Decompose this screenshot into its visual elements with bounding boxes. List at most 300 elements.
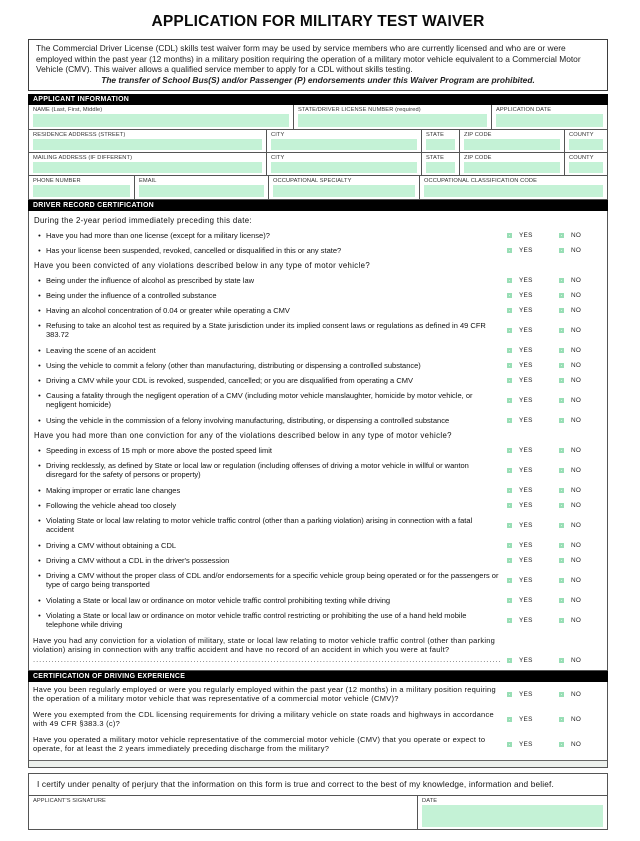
bullet-icon: •	[38, 375, 41, 385]
yes-option	[507, 447, 559, 454]
no-checkbox[interactable]	[559, 348, 564, 353]
answer-options	[507, 577, 603, 584]
no-label: NO	[571, 557, 582, 565]
date-field	[417, 796, 607, 829]
no-checkbox[interactable]	[559, 692, 564, 697]
question-text: Have you operated a military motor vehicle representative of the commercial motor vehicle (CMV) that you operate or expect to operate, for at least the 2 years immediately preceding discharge from the military?	[33, 734, 486, 754]
field-mailing-city	[266, 153, 421, 175]
yes-label: YES	[519, 502, 533, 510]
question-text: Speeding in excess of 15 mph or more above the posted speed limit	[46, 445, 272, 455]
no-label: NO	[571, 716, 582, 724]
no-label: NO	[571, 362, 582, 370]
no-option	[559, 277, 603, 284]
question-text: Have you had more than one license (except for a military license)?	[46, 230, 270, 240]
yes-option	[507, 362, 559, 369]
bullet-icon: •	[38, 555, 41, 565]
question-text-wrap	[46, 306, 501, 316]
applicant-info-row-1	[29, 105, 607, 129]
question-row	[33, 710, 603, 730]
date-input[interactable]	[422, 805, 603, 827]
field-label: STATE	[426, 131, 444, 138]
question-text-wrap	[46, 486, 501, 496]
no-label: NO	[571, 502, 582, 510]
no-checkbox[interactable]	[559, 618, 564, 623]
no-option	[559, 522, 603, 529]
field-label: OCCUPATIONAL SPECIALTY	[273, 177, 352, 184]
bullet-icon: •	[38, 485, 41, 495]
answer-options	[507, 597, 603, 604]
no-label: NO	[571, 467, 582, 475]
no-option	[559, 362, 603, 369]
no-label: NO	[571, 232, 582, 240]
question-group-heading	[34, 431, 603, 441]
no-option	[559, 327, 603, 334]
yes-label: YES	[519, 327, 533, 335]
no-label: NO	[571, 377, 582, 385]
bullet-icon: •	[38, 595, 41, 605]
section-header-applicant-information	[28, 94, 608, 105]
field-mailing-zip	[459, 153, 564, 175]
question-text: Being under the influence of alcohol as prescribed by state law	[46, 275, 255, 285]
mailing-city-input[interactable]	[271, 162, 417, 173]
no-checkbox[interactable]	[559, 398, 564, 403]
question-text: Have you had any conviction for a violation of military, state or local law relating to motor vehicle traffic control (other than parking violation) arising in connection with any traffic accident and have no record of an accident in which you were at fault?	[33, 635, 496, 655]
field-occupational-classification-code	[419, 176, 607, 199]
driver-record-section	[28, 211, 608, 671]
date-label: DATE	[422, 797, 438, 804]
question-row	[33, 321, 603, 341]
driving-experience-questions	[33, 685, 603, 755]
no-checkbox[interactable]	[559, 742, 564, 747]
field-label: COUNTY	[569, 154, 594, 161]
answer-options	[507, 277, 603, 284]
no-checkbox[interactable]	[559, 233, 564, 238]
section-header-driving-experience	[28, 671, 608, 682]
field-residence-zip	[459, 130, 564, 152]
answer-options	[507, 522, 603, 529]
no-label: NO	[571, 577, 582, 585]
yes-checkbox[interactable]	[507, 523, 512, 528]
bullet-icon: •	[38, 500, 41, 510]
no-checkbox[interactable]	[559, 308, 564, 313]
question-text-wrap	[46, 446, 501, 456]
answer-options	[507, 502, 603, 509]
field-label: EMAIL	[139, 177, 157, 184]
no-checkbox[interactable]	[559, 378, 564, 383]
no-option	[559, 741, 603, 748]
yes-checkbox[interactable]	[507, 503, 512, 508]
no-label: NO	[571, 542, 582, 550]
yes-label: YES	[519, 277, 533, 285]
yes-checkbox[interactable]	[507, 293, 512, 298]
field-label: OCCUPATIONAL CLASSIFICATION CODE	[424, 177, 537, 184]
form-body	[28, 13, 608, 830]
answer-options	[507, 487, 603, 494]
no-option	[559, 247, 603, 254]
field-residence-county	[564, 130, 607, 152]
no-option	[559, 597, 603, 604]
question-row	[33, 306, 603, 316]
answer-options	[507, 307, 603, 314]
no-label: NO	[571, 292, 582, 300]
yes-label: YES	[519, 467, 533, 475]
yes-checkbox[interactable]	[507, 658, 512, 663]
bullet-icon: •	[38, 345, 41, 355]
applicant-info-table	[28, 105, 608, 200]
yes-checkbox[interactable]	[507, 543, 512, 548]
license-number-input[interactable]	[298, 114, 487, 127]
question-row	[33, 361, 603, 371]
question-text: Driving a CMV without obtaining a CDL	[46, 540, 177, 550]
question-text: Having an alcohol concentration of 0.04 or greater while operating a CMV	[46, 305, 290, 315]
field-mailing-county	[564, 153, 607, 175]
answer-options	[507, 542, 603, 549]
yes-option	[507, 292, 559, 299]
yes-checkbox[interactable]	[507, 448, 512, 453]
yes-label: YES	[519, 522, 533, 530]
question-text-wrap	[46, 246, 501, 256]
bullet-icon: •	[38, 305, 41, 315]
question-text: Violating State or local law relating to motor vehicle traffic control (other than a parking violation) arising in connection with a fatal accident	[46, 515, 473, 535]
yes-checkbox[interactable]	[507, 468, 512, 473]
field-label: APPLICATION DATE	[496, 106, 552, 113]
field-name	[29, 105, 293, 129]
applicant-info-row-4	[29, 175, 607, 199]
question-text: Have you been regularly employed or were you regularly employed within the past year (12 months) in a military position requiring the operation of a military motor vehicle that was representative of a commercial motor vehicle (CMV)?	[33, 684, 496, 704]
answer-options	[507, 741, 603, 748]
question-row	[33, 231, 603, 241]
yes-label: YES	[519, 741, 533, 749]
yes-label: YES	[519, 397, 533, 405]
no-checkbox[interactable]	[559, 503, 564, 508]
question-text-wrap	[46, 346, 501, 356]
field-residence-address	[29, 130, 266, 152]
no-option	[559, 307, 603, 314]
yes-option	[507, 467, 559, 474]
question-text-wrap	[46, 361, 501, 371]
no-checkbox[interactable]	[559, 248, 564, 253]
question-text-wrap	[33, 685, 501, 705]
question-text-wrap	[33, 735, 501, 755]
answer-options	[507, 292, 603, 299]
yes-option	[507, 377, 559, 384]
intro-text: The Commercial Driver License (CDL) skills test waiver form may be used by service members who are currently licensed and who are or were employed within the past year (12 months) in a military position requiring the operation of a military motor vehicle equivalent to a Commercial Motor Vehicle (CMV). This waiver allows a qualified service member to apply for a CDL without skills testing.	[36, 43, 581, 75]
no-checkbox[interactable]	[559, 578, 564, 583]
no-option	[559, 657, 603, 664]
residence-zip-input[interactable]	[464, 139, 560, 150]
yes-label: YES	[519, 656, 533, 664]
no-option	[559, 557, 603, 564]
question-text: Driving recklessly, as defined by State or local law or regulation (including offenses of driving a motor vehicle in willful or wanton disregard for the safety of persons or property)	[46, 460, 469, 480]
mailing-county-input[interactable]	[569, 162, 603, 173]
no-option	[559, 417, 603, 424]
signature-field[interactable]	[29, 796, 417, 829]
yes-checkbox[interactable]	[507, 363, 512, 368]
yes-label: YES	[519, 307, 533, 315]
question-text-wrap	[46, 501, 501, 511]
question-text: Using the vehicle to commit a felony (other than manufacturing, distributing or dispensing a controlled substance)	[46, 360, 421, 370]
yes-checkbox[interactable]	[507, 618, 512, 623]
field-residence-city	[266, 130, 421, 152]
yes-checkbox[interactable]	[507, 348, 512, 353]
question-text: Were you exempted from the CDL licensing requirements for driving a military vehicle on state roads and highways in accordance with 49 CFR §383.3 (c)?	[33, 709, 494, 729]
no-option	[559, 502, 603, 509]
section-header-label: DRIVER RECORD CERTIFICATION	[33, 201, 154, 209]
bullet-icon: •	[38, 460, 41, 470]
yes-checkbox[interactable]	[507, 488, 512, 493]
residence-county-input[interactable]	[569, 139, 603, 150]
no-checkbox[interactable]	[559, 717, 564, 722]
occupational-specialty-input[interactable]	[273, 185, 415, 197]
yes-option	[507, 716, 559, 723]
question-row	[33, 291, 603, 301]
answer-options	[507, 247, 603, 254]
question-group-heading-text: Have you had more than one conviction for any of the violations described below in any type of motor vehicle?	[34, 430, 452, 440]
field-label: CITY	[271, 154, 285, 161]
no-checkbox[interactable]	[559, 418, 564, 423]
bullet-icon: •	[38, 320, 41, 330]
question-text-wrap	[46, 376, 501, 386]
yes-option	[507, 691, 559, 698]
no-label: NO	[571, 247, 582, 255]
no-option	[559, 577, 603, 584]
phone-input[interactable]	[33, 185, 130, 197]
field-mailing-state	[421, 153, 459, 175]
yes-label: YES	[519, 716, 533, 724]
mailing-zip-input[interactable]	[464, 162, 560, 173]
question-text-wrap	[46, 611, 501, 631]
no-option	[559, 467, 603, 474]
yes-label: YES	[519, 617, 533, 625]
no-label: NO	[571, 522, 582, 530]
yes-checkbox[interactable]	[507, 233, 512, 238]
yes-checkbox[interactable]	[507, 692, 512, 697]
residence-state-input[interactable]	[426, 139, 455, 150]
question-text-wrap	[46, 416, 501, 426]
question-text: Has your license been suspended, revoked, cancelled or disqualified in this or any state?	[46, 245, 342, 255]
yes-checkbox[interactable]	[507, 278, 512, 283]
no-checkbox[interactable]	[559, 658, 564, 663]
question-text: Leaving the scene of an accident	[46, 345, 156, 355]
no-checkbox[interactable]	[559, 293, 564, 298]
yes-checkbox[interactable]	[507, 378, 512, 383]
application-date-input[interactable]	[496, 114, 603, 127]
no-label: NO	[571, 347, 582, 355]
field-label: STATE/DRIVER LICENSE NUMBER (required)	[298, 106, 421, 113]
applicant-info-row-3	[29, 152, 607, 175]
answer-options	[507, 617, 603, 624]
no-label: NO	[571, 691, 582, 699]
yes-checkbox[interactable]	[507, 558, 512, 563]
yes-option	[507, 522, 559, 529]
question-row	[33, 346, 603, 356]
answer-options	[507, 691, 603, 698]
yes-label: YES	[519, 232, 533, 240]
mailing-state-input[interactable]	[426, 162, 455, 173]
answer-options	[507, 397, 603, 404]
question-group-heading-text: During the 2-year period immediately preceding this date:	[34, 215, 253, 225]
question-group-heading	[34, 216, 603, 226]
yes-checkbox[interactable]	[507, 248, 512, 253]
question-row	[33, 276, 603, 286]
no-option	[559, 347, 603, 354]
no-label: NO	[571, 487, 582, 495]
answer-options	[507, 467, 603, 474]
bullet-icon: •	[38, 360, 41, 370]
bullet-icon: •	[38, 610, 41, 620]
answer-options	[507, 657, 603, 664]
section-header-label: CERTIFICATION OF DRIVING EXPERIENCE	[33, 672, 186, 680]
signature-row	[29, 796, 607, 829]
residence-city-input[interactable]	[271, 139, 417, 150]
yes-option	[507, 307, 559, 314]
field-residence-state	[421, 130, 459, 152]
question-text: Being under the influence of a controlled substance	[46, 290, 217, 300]
no-option	[559, 292, 603, 299]
question-text: Using the vehicle in the commission of a felony involving manufacturing, distributing, or dispensing a controlled substance	[46, 415, 450, 425]
field-label: CITY	[271, 131, 285, 138]
no-option	[559, 716, 603, 723]
certification-box	[28, 773, 608, 830]
no-label: NO	[571, 656, 582, 664]
question-text: Driving a CMV without the proper class of CDL and/or endorsements for a specific vehicle group being operated or for the passengers or type of cargo being transported	[46, 570, 499, 590]
yes-option	[507, 597, 559, 604]
yes-checkbox[interactable]	[507, 598, 512, 603]
question-row	[33, 376, 603, 386]
name-input[interactable]	[33, 114, 289, 127]
mailing-address-input[interactable]	[33, 162, 262, 173]
bullet-icon: •	[38, 230, 41, 240]
yes-option	[507, 232, 559, 239]
no-label: NO	[571, 741, 582, 749]
field-license-number	[293, 105, 491, 129]
yes-checkbox[interactable]	[507, 418, 512, 423]
driving-experience-section	[28, 682, 608, 768]
no-option	[559, 397, 603, 404]
yes-checkbox[interactable]	[507, 717, 512, 722]
question-text: Driving a CMV without a CDL in the driver's possession	[46, 555, 230, 565]
no-checkbox[interactable]	[559, 523, 564, 528]
yes-label: YES	[519, 347, 533, 355]
yes-label: YES	[519, 557, 533, 565]
yes-checkbox[interactable]	[507, 328, 512, 333]
question-row	[33, 461, 603, 481]
question-text: Driving a CMV while your CDL is revoked, suspended, cancelled; or you are disqualified from operating a CMV	[46, 375, 413, 385]
yes-checkbox[interactable]	[507, 578, 512, 583]
yes-label: YES	[519, 487, 533, 495]
no-checkbox[interactable]	[559, 558, 564, 563]
question-text-wrap	[46, 231, 501, 241]
yes-option	[507, 327, 559, 334]
yes-label: YES	[519, 417, 533, 425]
no-checkbox[interactable]	[559, 328, 564, 333]
field-label: PHONE NUMBER	[33, 177, 81, 184]
field-phone	[29, 176, 134, 199]
question-row	[33, 636, 603, 665]
bullet-icon: •	[38, 445, 41, 455]
driver-record-questions	[33, 216, 603, 665]
occupational-classification-code-input[interactable]	[424, 185, 603, 197]
residence-address-input[interactable]	[33, 139, 262, 150]
bullet-icon: •	[38, 540, 41, 550]
yes-checkbox[interactable]	[507, 308, 512, 313]
question-row	[33, 735, 603, 755]
field-label: ZIP CODE	[464, 131, 492, 138]
no-option	[559, 617, 603, 624]
yes-option	[507, 397, 559, 404]
question-text-wrap	[46, 276, 501, 286]
question-row	[33, 486, 603, 496]
question-row	[33, 246, 603, 256]
applicant-info-row-2	[29, 129, 607, 152]
no-option	[559, 377, 603, 384]
question-row	[33, 416, 603, 426]
yes-label: YES	[519, 362, 533, 370]
bullet-icon: •	[38, 245, 41, 255]
field-occupational-specialty	[268, 176, 419, 199]
question-text-wrap	[46, 556, 501, 566]
answer-options	[507, 377, 603, 384]
yes-label: YES	[519, 691, 533, 699]
empty-strip	[29, 760, 607, 767]
no-option	[559, 691, 603, 698]
question-row	[33, 571, 603, 591]
question-text-wrap	[33, 710, 501, 730]
question-row	[33, 446, 603, 456]
yes-label: YES	[519, 247, 533, 255]
signature-label: APPLICANT'S SIGNATURE	[33, 797, 106, 804]
field-mailing-address	[29, 153, 266, 175]
yes-option	[507, 347, 559, 354]
no-checkbox[interactable]	[559, 278, 564, 283]
no-checkbox[interactable]	[559, 598, 564, 603]
certification-statement: I certify under penalty of perjury that the information on this form is true and correct to the best of my knowledge, information and belief.	[29, 774, 607, 796]
question-row	[33, 611, 603, 631]
question-text-wrap	[46, 541, 501, 551]
bullet-icon: •	[38, 515, 41, 525]
field-label: MAILING ADDRESS (IF DIFFERENT)	[33, 154, 133, 161]
yes-checkbox[interactable]	[507, 398, 512, 403]
no-checkbox[interactable]	[559, 468, 564, 473]
no-checkbox[interactable]	[559, 543, 564, 548]
no-checkbox[interactable]	[559, 448, 564, 453]
yes-label: YES	[519, 597, 533, 605]
answer-options	[507, 716, 603, 723]
yes-label: YES	[519, 447, 533, 455]
yes-option	[507, 617, 559, 624]
answer-options	[507, 447, 603, 454]
intro-box	[28, 39, 608, 91]
bullet-icon: •	[38, 275, 41, 285]
no-label: NO	[571, 447, 582, 455]
yes-checkbox[interactable]	[507, 742, 512, 747]
field-label: NAME (Last, First, Middle)	[33, 106, 103, 113]
no-checkbox[interactable]	[559, 488, 564, 493]
question-text-wrap	[46, 596, 501, 606]
field-label: COUNTY	[569, 131, 594, 138]
no-option	[559, 487, 603, 494]
no-checkbox[interactable]	[559, 363, 564, 368]
question-group-heading	[34, 261, 603, 271]
question-text: Violating a State or local law or ordinance on motor vehicle traffic control restricting or prohibiting the use of a hand held mobile telephone while driving	[46, 610, 467, 630]
bullet-icon: •	[38, 290, 41, 300]
no-option	[559, 542, 603, 549]
yes-label: YES	[519, 377, 533, 385]
yes-option	[507, 741, 559, 748]
question-text-wrap	[33, 636, 501, 665]
email-input[interactable]	[139, 185, 264, 197]
question-text-wrap	[46, 391, 501, 411]
